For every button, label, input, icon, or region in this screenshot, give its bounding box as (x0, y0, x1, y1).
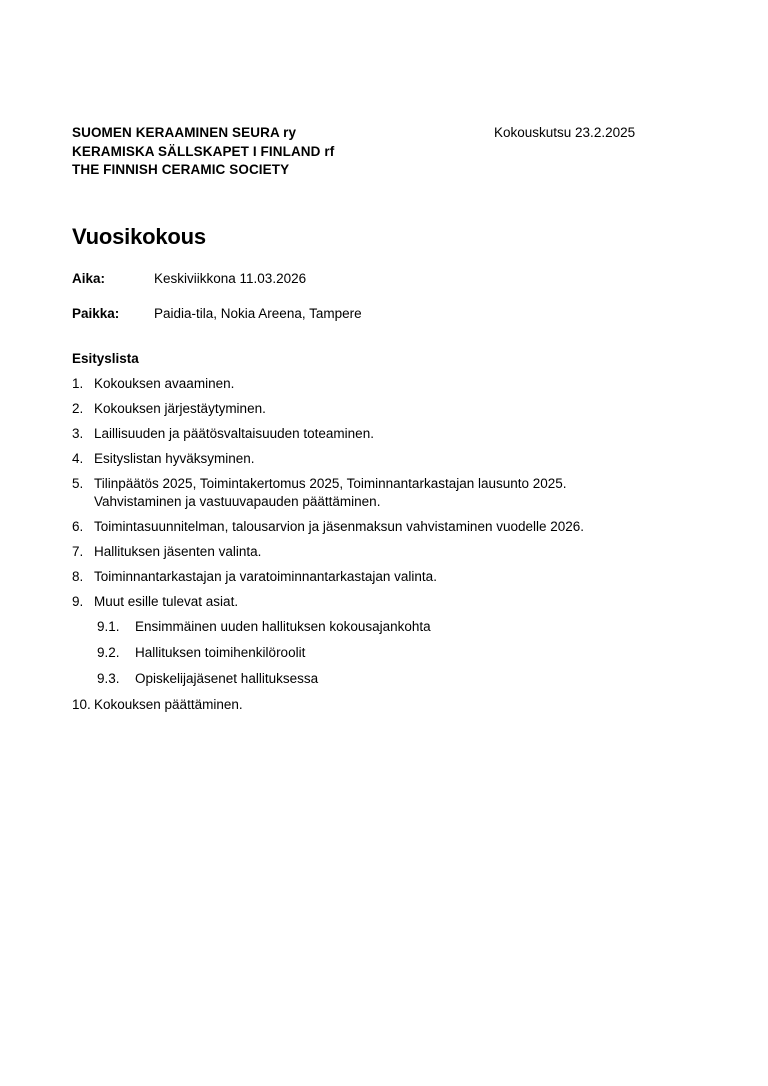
agenda-item-text: Esityslistan hyväksyminen. (94, 451, 255, 466)
meeting-place-label: Paikka: (72, 306, 120, 321)
agenda-item (72, 425, 672, 443)
meeting-place-value: Paidia-tila, Nokia Areena, Tampere (154, 306, 362, 321)
agenda-sublist (72, 618, 672, 688)
agenda-heading: Esityslista (72, 351, 139, 366)
agenda-item-text: Laillisuuden ja päätösvaltaisuuden toteaminen. (94, 426, 374, 441)
agenda-subitem (72, 618, 672, 636)
agenda-subitem-text: Hallituksen toimihenkilöroolit (135, 645, 306, 660)
agenda-subitem-text: Ensimmäinen uuden hallituksen kokousajankohta (135, 619, 431, 634)
agenda-item-number: 5. (72, 476, 84, 491)
agenda-item-text: Hallituksen jäsenten valinta. (94, 544, 262, 559)
agenda-item-number: 1. (72, 376, 84, 391)
meeting-time-row (72, 270, 672, 288)
agenda-item-number: 7. (72, 544, 84, 559)
meeting-details (72, 270, 672, 323)
agenda-item-text: Toimintasuunnitelman, talousarvion ja jäsenmaksun vahvistaminen vuodelle 2026. (94, 519, 585, 534)
agenda-item-number: 8. (72, 569, 84, 584)
agenda-item-text-line2: Vahvistaminen ja vastuuvapauden päättäminen. (94, 494, 381, 509)
agenda-item-text: Kokouksen päättäminen. (94, 697, 243, 712)
organization-name-fi: SUOMEN KERAAMINEN SEURA ry (72, 125, 297, 140)
agenda-item (72, 450, 672, 468)
agenda-item-text-line1: Tilinpäätös 2025, Toimintakertomus 2025, Toiminnantarkastajan lausunto 2025. (94, 476, 567, 491)
agenda-item-number: 9. (72, 594, 84, 609)
agenda-item (72, 543, 672, 561)
agenda-item-number: 10. (72, 697, 91, 712)
agenda-item-text: Toiminnantarkastajan ja varatoiminnantarkastajan valinta. (94, 569, 437, 584)
document-content (72, 124, 672, 721)
agenda-subitem (72, 644, 672, 662)
agenda-item-text: Muut esille tulevat asiat. (94, 594, 239, 609)
agenda-item-text: Kokouksen järjestäytyminen. (94, 401, 266, 416)
agenda-item (72, 375, 672, 393)
agenda-item-text: Kokouksen avaaminen. (94, 376, 235, 391)
agenda-subitem-number: 9.2. (97, 645, 120, 660)
agenda-item-number: 2. (72, 401, 84, 416)
agenda-item-text (94, 475, 672, 511)
agenda-item-group (72, 593, 672, 688)
agenda-subitem-number: 9.1. (97, 619, 120, 634)
agenda-item (72, 518, 672, 536)
letterhead (72, 124, 672, 182)
agenda-item (72, 696, 672, 714)
meeting-time-value: Keskiviikkona 11.03.2026 (154, 271, 307, 286)
agenda-list (72, 375, 672, 714)
agenda-item-number: 4. (72, 451, 84, 466)
agenda-item (72, 400, 672, 418)
organization-name-en: THE FINNISH CERAMIC SOCIETY (72, 162, 290, 177)
agenda-subitem-text: Opiskelijajäsenet hallituksessa (135, 671, 319, 686)
meeting-time-label: Aika: (72, 271, 106, 286)
agenda-subitem-number: 9.3. (97, 671, 120, 686)
page-title: Vuosikokous (72, 224, 206, 249)
meeting-place-row (72, 305, 672, 323)
agenda-item (72, 568, 672, 586)
agenda-subitem (72, 670, 672, 688)
meeting-notice-date: Kokouskutsu 23.2.2025 (494, 125, 636, 140)
agenda-item-number: 3. (72, 426, 84, 441)
organization-name-sv: KERAMISKA SÄLLSKAPET I FINLAND rf (72, 143, 335, 159)
agenda-item-number: 6. (72, 519, 84, 534)
agenda-item (72, 475, 672, 511)
agenda-item (72, 593, 672, 611)
